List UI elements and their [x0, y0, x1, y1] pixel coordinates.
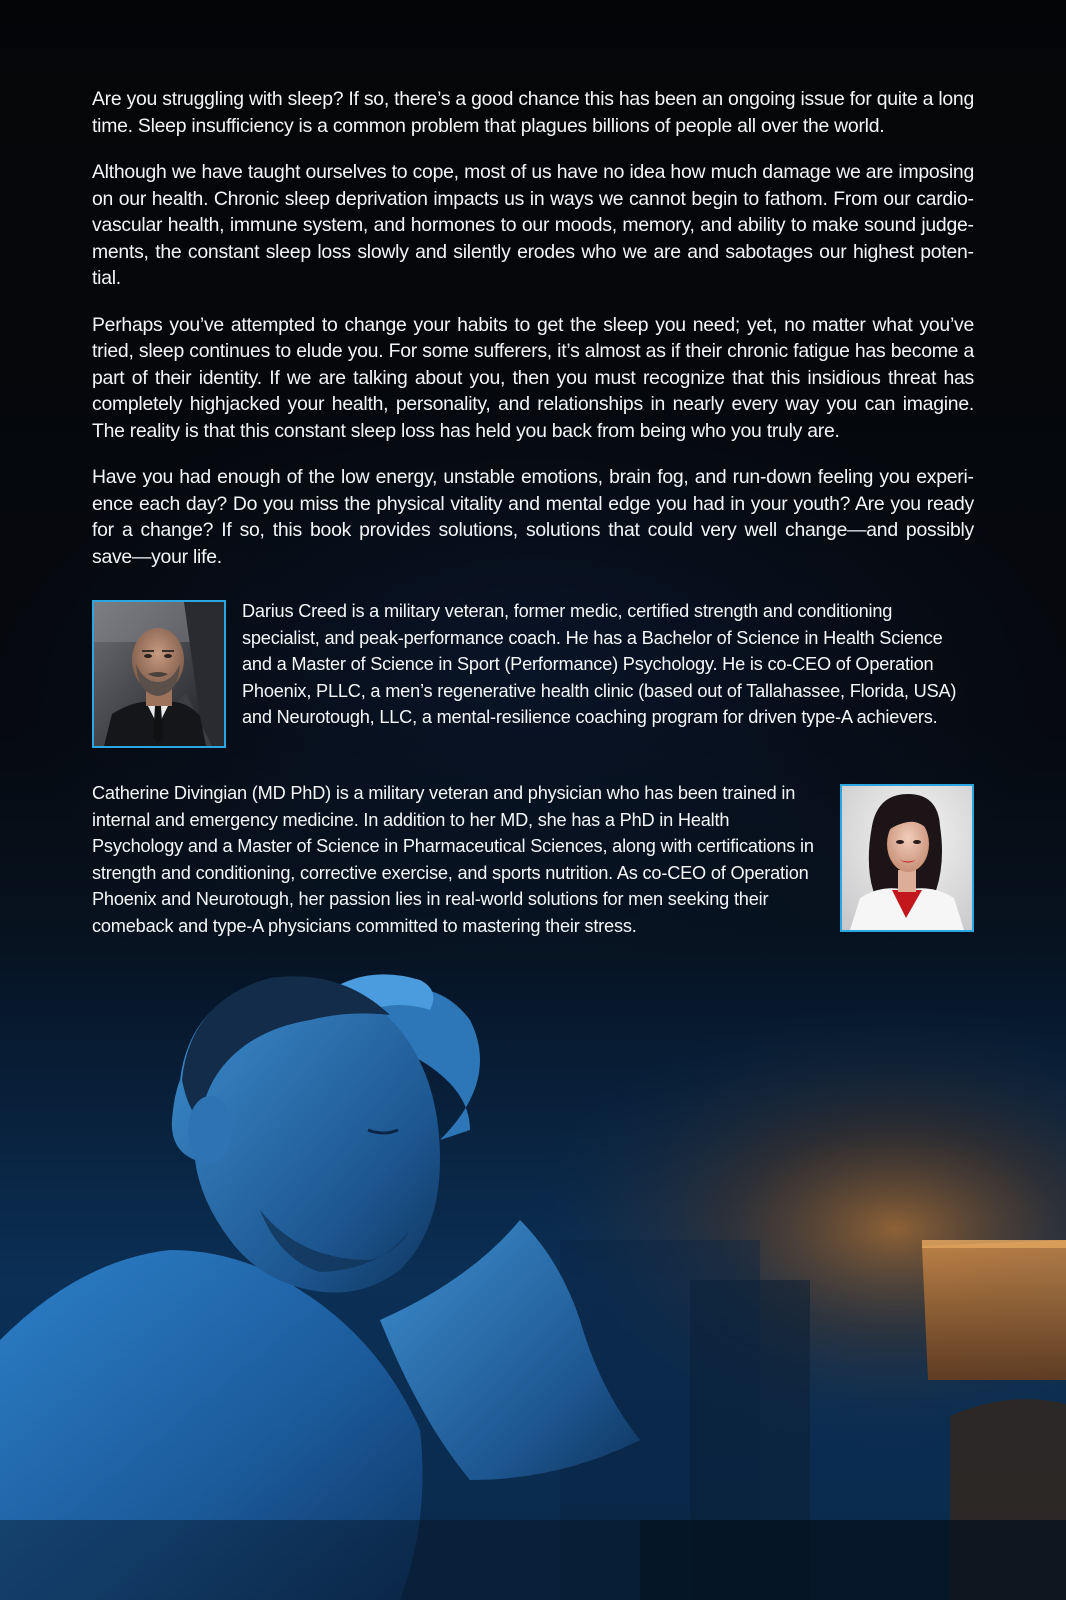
- author-darius: [92, 598, 974, 750]
- author-bio-catherine: Catherine Divingian (MD PhD) is a military veteran and physician who has been trained in internal and emergency medicine. In addition to her MD, she has a PhD in Health Psychology and a Master of Science in Pharmaceutical Sciences, along with certifications in strength and conditioning, corrective exercise, and sports nutrition. As co-CEO of Operation Phoenix and Neurotough, her passion lies in real-world solutions for men seeking their comeback and type-A physicians committed to mastering their stress.: [92, 783, 814, 936]
- author-catherine: [92, 782, 974, 934]
- cover-scene-image: [0, 960, 1066, 1600]
- author-photo-darius: [92, 600, 226, 748]
- blurb-paragraph-3: Perhaps you’ve attempted to change your habits to get the sleep you need; yet, no matter what you’ve tried, sleep continues to elude you. For some sufferers, it’s almost as if their chronic fatigue has become a part of their identity. If we are talking about you, then you must recognize that this insidious threat has completely highjacked your health, personality, and relationships in nearly every way you can imagine. The reality is that this constant sleep loss has held you back from being who you truly are.: [92, 313, 974, 442]
- author-photo-catherine: [840, 784, 974, 932]
- lamp-shade: [922, 1240, 1066, 1380]
- portrait-woman-illustration: [842, 786, 972, 930]
- cover-blurb: [92, 86, 974, 590]
- blurb-paragraph-2: Although we have taught ourselves to cope, most of us have no idea how much damage we are imposing on our health. Chronic sleep deprivation impacts us in ways we cannot begin to fathom. From our cardiovascular health, immune system, and hormones to our moods, memory, and ability to make sound judgements, the constant sleep loss slowly and silently erodes who we are and sabotages our highest potential.: [92, 161, 974, 289]
- author-bio-darius: Darius Creed is a military veteran, former medic, certified strength and conditioning specialist, and peak-performance coach. He has a Bachelor of Science in Health Science and a Master of Science in Sport (Performance) Psychology. He is co-CEO of Operation Phoenix, PLLC, a men’s regenerative health clinic (based out of Tallahassee, Florida, USA) and Neurotough, LLC, a mental-resilience coaching program for driven type-A achievers.: [242, 601, 957, 727]
- tired-man-illustration: [0, 960, 1066, 1600]
- portrait-man-illustration: [94, 602, 224, 746]
- blurb-paragraph-1: Are you struggling with sleep? If so, there’s a good chance this has been an ongoing issue for quite a long time. Sleep insufficiency is a common problem that plagues billions of people all over the world.: [92, 88, 974, 137]
- blurb-paragraph-4: Have you had enough of the low energy, unstable emotions, brain fog, and run-down feeling you experience each day? Do you miss the physical vitality and mental edge you had in your youth? Are you ready for a change? If so, this book provides solutions, solutions that could very well change—and possibly save—your life.: [92, 466, 974, 568]
